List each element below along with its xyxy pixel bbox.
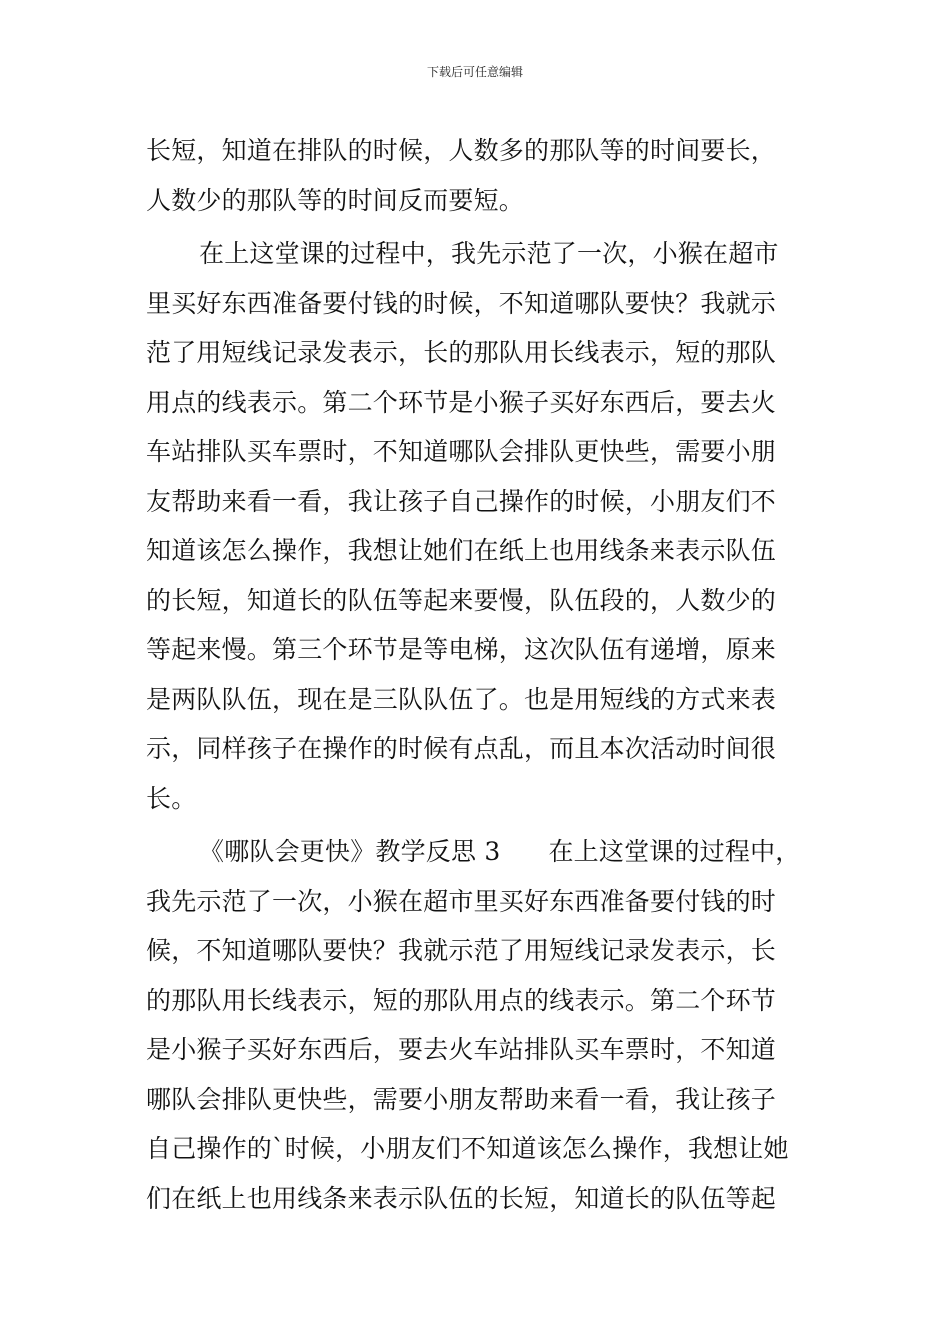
text-line: 里买好东西准备要付钱的时候，不知道哪队要快？我就示 (146, 288, 777, 318)
text-line: 车站排队买车票时，不知道哪队会排队更快些，需要小朋 (146, 437, 777, 466)
document-body (146, 126, 808, 1223)
text-line: 自己操作的`时候，小朋友们不知道该怎么操作，我想让她 (146, 1134, 789, 1163)
text-line: 们在纸上也用线条来表示队伍的长短，知道长的队伍等起 (146, 1183, 777, 1213)
paragraph-2 (146, 229, 808, 823)
text-fragment: 在上这堂课的过程中， (548, 837, 801, 866)
text-line: 友帮助来看一看，我让孩子自己操作的时候，小朋友们不 (146, 486, 777, 516)
text-line: 的那队用长线表示，短的那队用点的线表示。第二个环节 (146, 985, 777, 1015)
text-line: 的长短，知道长的队伍等起来要慢，队伍段的，人数少的 (146, 585, 777, 615)
text-line: 范了用短线记录发表示，长的那队用长线表示，短的那队 (146, 338, 777, 367)
text-line: 候，不知道哪队要快？我就示范了用短线记录发表示，长 (146, 936, 777, 965)
text-line: 是两队队伍，现在是三队队伍了。也是用短线的方式来表 (146, 684, 777, 714)
text-line (146, 827, 808, 877)
text-line: 知道该怎么操作，我想让她们在纸上也用线条来表示队伍 (146, 536, 777, 565)
text-line: 哪队会排队更快些，需要小朋友帮助来看一看，我让孩子 (146, 1084, 777, 1114)
text-line: 人数少的那队等的时间反而要短。 (146, 185, 525, 215)
text-line: 我先示范了一次，小猴在超市里买好东西准备要付钱的时 (146, 886, 777, 916)
section-title: 《哪队会更快》教学反思 3 (199, 837, 501, 866)
text-line: 示，同样孩子在操作的时候有点乱，而且本次活动时间很 (146, 734, 777, 763)
page-header: 下载后可任意编辑 (426, 65, 523, 79)
text-line: 等起来慢。第三个环节是等电梯，这次队伍有递增，原来 (146, 635, 777, 664)
text-line: 用点的线表示。第二个环节是小猴子买好东西后，要去火 (146, 387, 777, 417)
text-line: 长短，知道在排队的时候，人数多的那队等的时间要长， (146, 136, 777, 165)
paragraph-1 (146, 126, 808, 225)
text-line: 是小猴子买好东西后，要去火车站排队买车票时，不知道 (146, 1035, 777, 1064)
text-line: 在上这堂课的过程中，我先示范了一次，小猴在超市 (199, 239, 779, 268)
text-line: 长。 (146, 783, 197, 813)
paragraph-3 (146, 827, 808, 1223)
